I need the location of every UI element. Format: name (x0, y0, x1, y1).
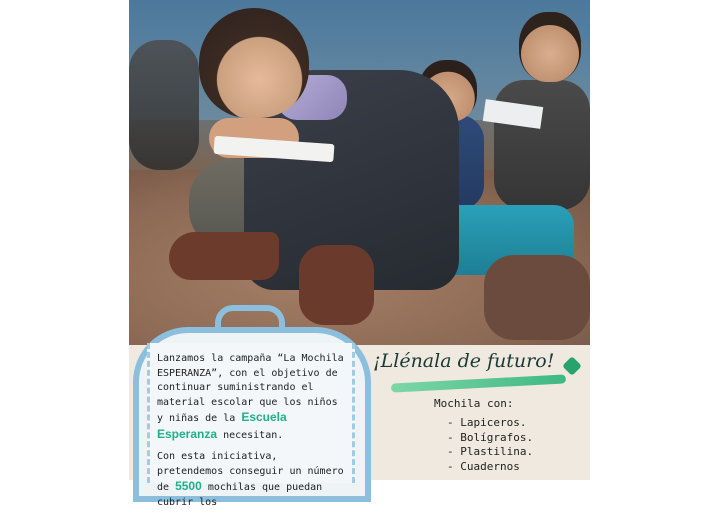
list-item: - Lapiceros. (447, 416, 533, 431)
paragraph-2 (157, 450, 349, 510)
school-name: Escuela Esperanza (157, 410, 287, 441)
list-item: - Cuadernos (447, 460, 533, 475)
paragraph-1-text: Lanzamos la campaña “La Mochila ESPERANZA”, con el objetivo de continuar suministrando el material escolar que los niños y niñas de la (157, 353, 344, 424)
girl-head (199, 8, 309, 118)
goal-number: 5500 (175, 479, 202, 493)
paragraph-2-text: Con esta iniciativa, pretendemos conseguir un número de (157, 451, 344, 493)
list-item: - Bolígrafos. (447, 431, 533, 446)
background-children (129, 40, 199, 170)
boy-head (519, 12, 581, 82)
muddy-shoes (484, 255, 590, 340)
slogan-title: ¡Llénala de futuro! (373, 350, 555, 372)
campaign-description (157, 352, 349, 517)
paragraph-2-end: mochilas que puedan cubrir los (157, 482, 323, 508)
campaign-poster (129, 0, 590, 508)
classroom-photo (129, 0, 590, 345)
list-heading: Mochila con: (434, 397, 514, 410)
supplies-list (447, 416, 533, 474)
paragraph-1 (157, 352, 349, 443)
girl-boot (169, 232, 279, 280)
paragraph-1-end: necesitan. (223, 429, 284, 441)
boy-figure (494, 80, 590, 210)
list-item: - Plastilina. (447, 445, 533, 460)
